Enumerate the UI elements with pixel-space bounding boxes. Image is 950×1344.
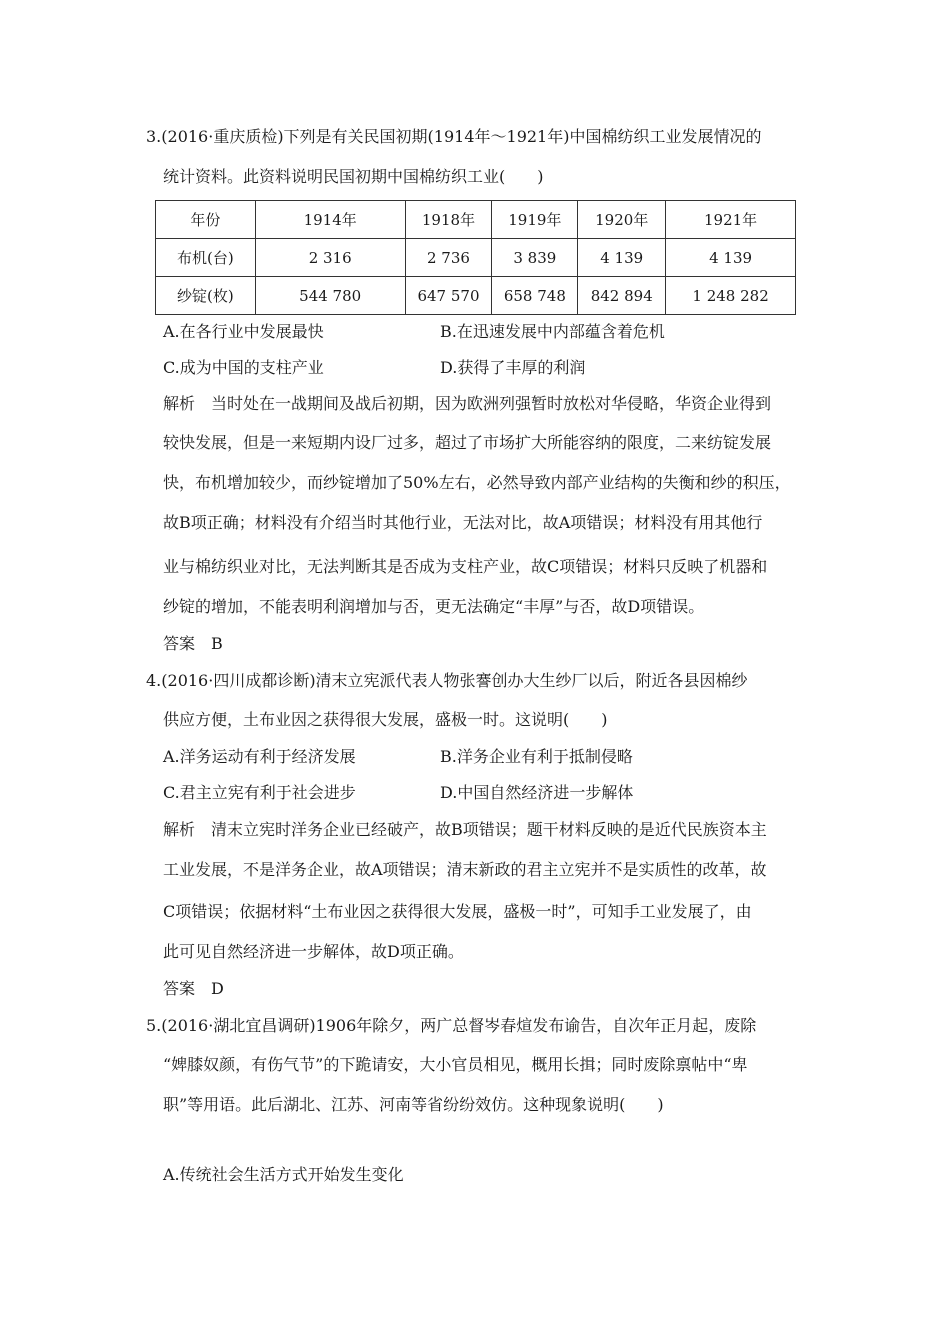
table-cell: 2 736 xyxy=(405,239,492,277)
q3-option-c: C.成为中国的支柱产业 xyxy=(163,358,324,377)
q4-analysis-line: C项错误；依据材料“土布业因之获得很大发展，盛极一时”，可知手工业发展了，由 xyxy=(163,902,752,921)
table-cell: 2 316 xyxy=(255,239,405,277)
q5-option-a: A.传统社会生活方式开始发生变化 xyxy=(163,1165,404,1184)
table-header-row xyxy=(156,201,796,239)
q5-stem-line-3: 职”等用语。此后湖北、江苏、河南等省纷纷效仿。这种现象说明( ) xyxy=(163,1095,664,1114)
q5-stem-line-1: 5.(2016·湖北宜昌调研)1906年除夕，两广总督岑春煊发布谕告，自次年正月起，废除 xyxy=(146,1016,757,1035)
table-row xyxy=(156,277,796,315)
q4-stem-line-2: 供应方便，土布业因之获得很大发展，盛极一时。这说明( ) xyxy=(163,710,608,729)
q4-stem-line-1: 4.(2016·四川成都诊断)清末立宪派代表人物张謇创办大生纱厂以后，附近各县因棉纱 xyxy=(146,671,748,690)
q4-option-d: D.中国自然经济进一步解体 xyxy=(440,783,634,802)
q3-stem-line-1: 3.(2016·重庆质检)下列是有关民国初期(1914年～1921年)中国棉纺织工业发展情况的 xyxy=(146,127,762,146)
q4-analysis-line: 工业发展，不是洋务企业，故A项错误；清末新政的君主立宪并不是实质性的改革，故 xyxy=(163,860,767,879)
q4-option-a: A.洋务运动有利于经济发展 xyxy=(163,747,356,766)
table-cell: 658 748 xyxy=(492,277,578,315)
q4-analysis-line: 解析 清末立宪时洋务企业已经破产，故B项错误；题干材料反映的是近代民族资本主 xyxy=(163,820,767,839)
q4-answer: 答案 D xyxy=(163,979,224,998)
q3-analysis-line: 故B项正确；材料没有介绍当时其他行业，无法对比，故A项错误；材料没有用其他行 xyxy=(163,513,763,532)
table-cell: 647 570 xyxy=(405,277,492,315)
q4-option-c: C.君主立宪有利于社会进步 xyxy=(163,783,356,802)
q4-option-b: B.洋务企业有利于抵制侵略 xyxy=(440,747,633,766)
q3-analysis-line: 业与棉纺织业对比，无法判断其是否成为支柱产业，故C项错误；材料只反映了机器和 xyxy=(163,557,768,576)
table-cell: 4 139 xyxy=(578,239,666,277)
q3-data-table xyxy=(155,200,796,315)
table-cell: 布机(台) xyxy=(156,239,256,277)
table-cell: 1 248 282 xyxy=(666,277,796,315)
q3-stem-line-2: 统计资料。此资料说明民国初期中国棉纺织工业( ) xyxy=(163,167,544,186)
q3-option-a: A.在各行业中发展最快 xyxy=(163,322,324,341)
table-row xyxy=(156,239,796,277)
table-cell: 纱锭(枚) xyxy=(156,277,256,315)
table-cell: 1920年 xyxy=(578,201,666,239)
q3-answer: 答案 B xyxy=(163,634,223,653)
q3-analysis-line: 较快发展，但是一来短期内设厂过多，超过了市场扩大所能容纳的限度，二来纺锭发展 xyxy=(163,433,772,452)
table-cell: 1921年 xyxy=(666,201,796,239)
q3-option-d: D.获得了丰厚的利润 xyxy=(440,358,586,377)
table-cell: 544 780 xyxy=(255,277,405,315)
q3-analysis-line: 纱锭的增加，不能表明利润增加与否，更无法确定“丰厚”与否，故D项错误。 xyxy=(163,597,705,616)
q3-option-b: B.在迅速发展中内部蕴含着危机 xyxy=(440,322,665,341)
table-cell: 年份 xyxy=(156,201,256,239)
q3-analysis-line: 解析 当时处在一战期间及战后初期，因为欧洲列强暂时放松对华侵略，华资企业得到 xyxy=(163,394,772,413)
table-cell: 1918年 xyxy=(405,201,492,239)
q5-stem-line-2: “婢膝奴颜，有伤气节”的下跪请安，大小官员相见，概用长揖；同时废除禀帖中“卑 xyxy=(163,1055,748,1074)
table-cell: 1914年 xyxy=(255,201,405,239)
table-cell: 842 894 xyxy=(578,277,666,315)
q4-analysis-line: 此可见自然经济进一步解体，故D项正确。 xyxy=(163,942,464,961)
table-cell: 3 839 xyxy=(492,239,578,277)
q3-analysis-line: 快，布机增加较少，而纱锭增加了50%左右，必然导致内部产业结构的失衡和纱的积压， xyxy=(163,473,791,492)
table-cell: 4 139 xyxy=(666,239,796,277)
table-cell: 1919年 xyxy=(492,201,578,239)
